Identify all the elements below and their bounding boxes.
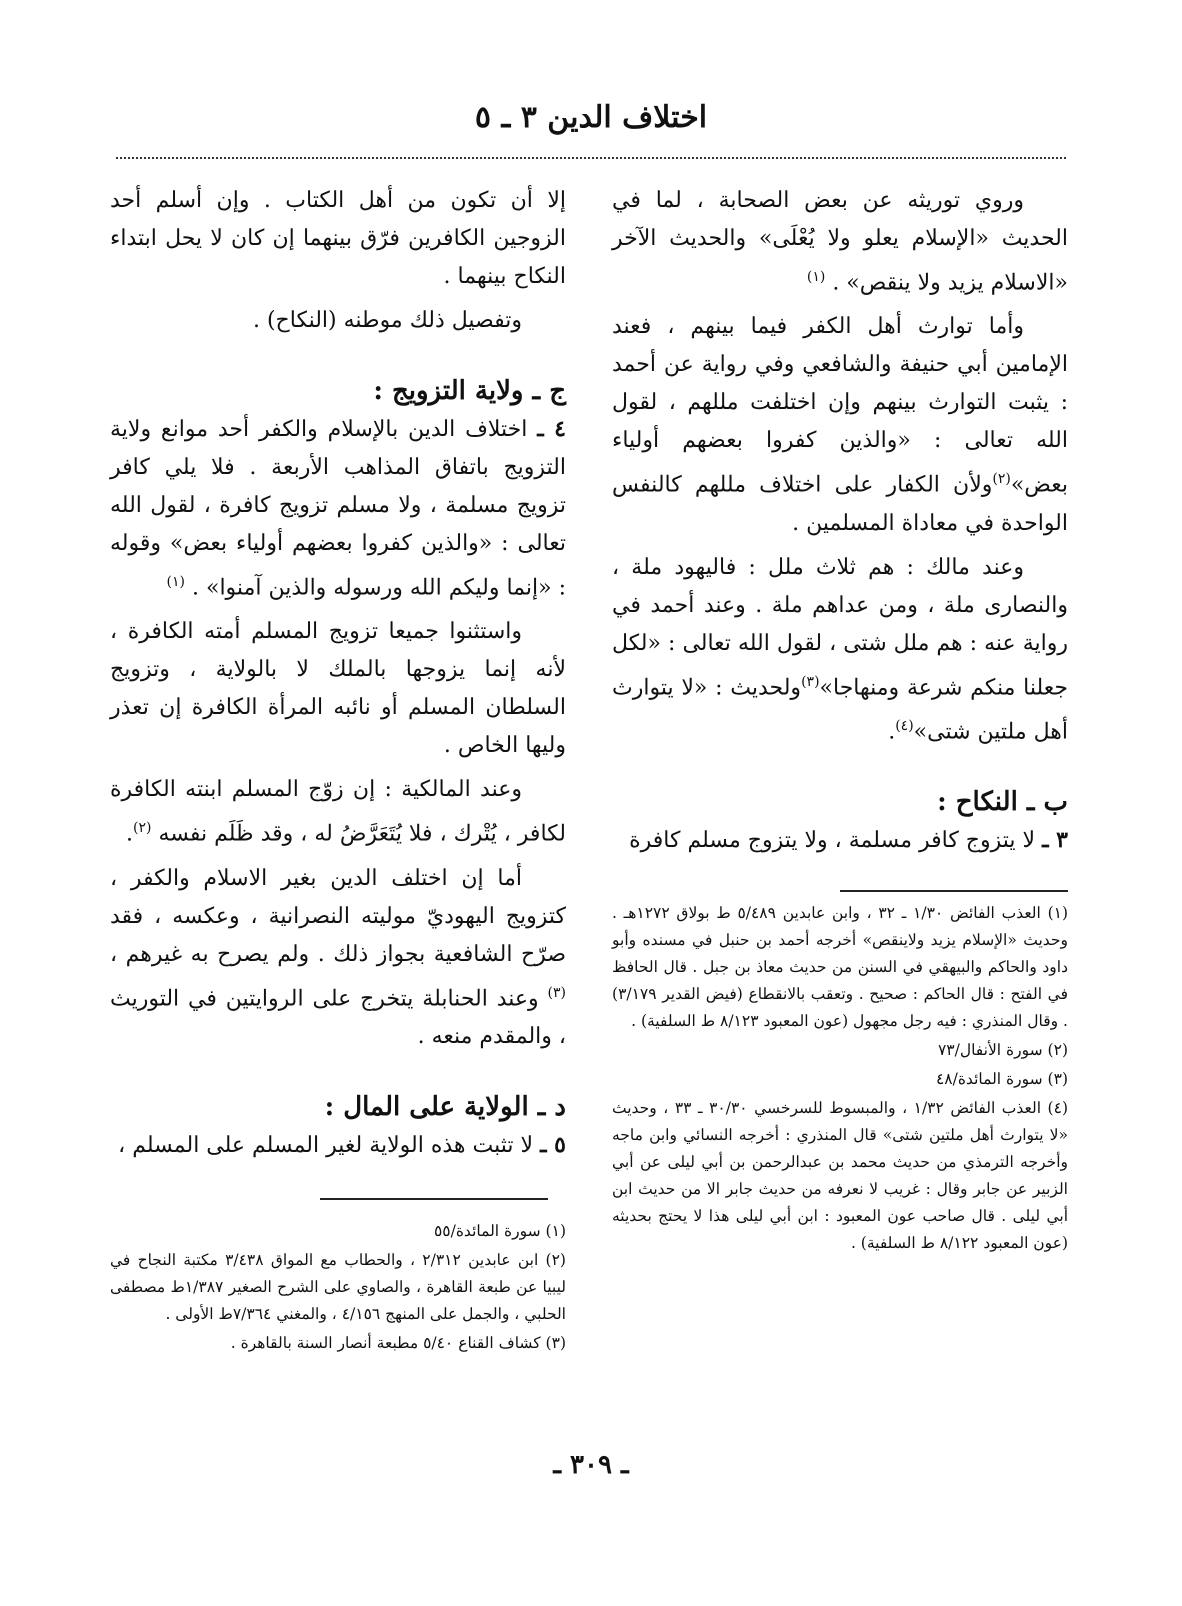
footnote-ref[interactable]: (٣) — [801, 673, 820, 690]
section-heading-marriage: ب ـ النكاح : — [937, 787, 1068, 818]
item-4-text: اختلاف الدين بالإسلام والكفر أحد موانع ولاية التزويج باتفاق المذاهب الأربعة . فلا يلي كافر تزويج مسلمة ، ولا مسلم تزويج كافرة ، لقول الله تعالى : «والذين كفروا بعضهم أولياء بعض» وقوله : «إنما وليكم الله ورسوله والذين آمنوا» . — [110, 417, 566, 601]
section-heading-property-guardianship: د ـ الولاية على المال : — [324, 1091, 566, 1122]
page-title: اختلاف الدين ٣ ـ ٥ — [474, 100, 708, 135]
left-p5-text-b: وعند الحنابلة يتخرج على الروايتين في التوريث ، والمقدم منعه . — [110, 985, 566, 1049]
header-divider — [116, 157, 1066, 159]
section-heading-marriage-guardianship: ج ـ ولاية التزويج : — [373, 376, 566, 406]
left-column — [110, 182, 566, 1171]
item-number: ٤ ـ — [537, 416, 566, 442]
footnotes-left — [110, 1218, 566, 1359]
item-number: ٣ ـ — [1042, 827, 1068, 854]
footnote-divider-right — [840, 890, 1068, 892]
left-paragraph-5 — [110, 860, 566, 1056]
left-paragraph-4 — [110, 771, 566, 853]
right-p3-text-c: . — [888, 719, 896, 745]
left-p4-text: وعند المالكية : إن زوّج المسلم ابنته الكافرة لكافر ، يُتْرك ، فلا يُتَعَرَّضُ له ، وقد ظَلَم نفسه — [110, 777, 566, 847]
footnote: (٤) العذب الفائض ١/٣٢ ، والمبسوط للسرخسي ٣٠/٣٠ ـ ٣٣ ، وحديث «لا يتوارث أهل ملتين شتى» قال المنذري : أخرجه النسائي وابن ماجه وأخرجه الترمذي من حديث محمد بن عبدالرحمن بن أبي ليلى عن أبي الزبير عن جابر وقال : غريب لا نعرفه من حديث جابر الا من حديث ابن أبي ليلى . قال صاحب عون المعبود : ابن أبي ليلى هذا لا يحتج بحديثه (عون المعبود ٨/١٢٢ ط السلفية) . — [612, 1099, 1068, 1252]
right-p2-text-a: وأما توارث أهل الكفر فيما بينهم ، فعند الإمامين أبي حنيفة والشافعي وفي رواية عن أحمد : يثبت التوارث بينهم وإن اختلفت مللهم ، لقول الله تعالى : «والذين كفروا بعضهم أولياء بعض» — [612, 314, 1068, 498]
footnote: (٣) كشاف القناع ٥/٤٠ مطبعة أنصار السنة بالقاهرة . — [230, 1334, 566, 1352]
right-p3-text-b: ولحديث : «لا يتوارث أهل ملتين شتى» — [612, 674, 1068, 745]
footnote-ref[interactable]: (٤) — [895, 717, 914, 734]
footnote-ref[interactable]: (١) — [806, 269, 826, 285]
footnote: (١) العذب الفائض ١/٣٠ ـ ٣٢ ، وابن عابدين ٥/٤٨٩ ط بولاق ١٢٧٢هـ . وحديث «الإسلام يزيد ولاينقص» أخرجه أحمد بن حنبل في مسنده وأبو داود والحاكم والبيهقي في السنن من حديث معاذ بن جبل . قال الحافظ في الفتح : قال الحاكم : صحيح . وتعقب بالانقطاع (فيض القدير ٣/١٧٩) . وقال المنذري : فيه رجل مجهول (عون المعبود ٨/١٢٣ ط السلفية) . — [612, 904, 1069, 1030]
item-3-text: لا يتزوج كافر مسلمة ، ولا يتزوج مسلم كافرة — [629, 828, 1036, 854]
left-p4-end: . — [126, 821, 133, 847]
footnote: (١) سورة المائدة/٥٥ — [433, 1222, 566, 1240]
footnote-ref[interactable]: (٣) — [547, 984, 566, 1001]
footnote-ref[interactable]: (٢) — [133, 820, 152, 837]
footnote-ref[interactable]: (٢) — [992, 471, 1011, 488]
right-p2-text-b: ولأن الكفار على اختلاف مللهم كالنفس الواحدة في معاداة المسلمين . — [612, 472, 1068, 536]
item-5-text: لا تثبت هذه الولاية لغير المسلم على المسلم ، — [118, 1132, 534, 1158]
footnotes-right — [612, 900, 1068, 1259]
item-number: ٥ ـ — [540, 1131, 566, 1158]
footnote: (٢) سورة الأنفال/٧٣ — [937, 1041, 1068, 1059]
left-paragraph-2: وتفصيل ذلك موطنه (النكاح) . — [252, 308, 522, 333]
item-5 — [110, 1126, 566, 1165]
page-number: ـ ٣٠٩ ـ — [553, 1450, 629, 1480]
footnote: (٣) سورة المائدة/٤٨ — [935, 1070, 1068, 1088]
left-p5-text-a: أما إن اختلف الدين بغير الاسلام والكفر ، كتزويج اليهوديّ موليته النصرانية ، وعكسه ، فقد صرّح الشافعية بجواز ذلك . ولم يصرح به غيرهم ، — [110, 865, 566, 967]
right-p1-text: وروي توريثه عن بعض الصحابة ، لما في الحديث «الإسلام يعلو ولا يُعْلَى» والحديث الآخر «الاسلام يزيد ولا ينقص» . — [612, 188, 1068, 296]
left-paragraph-3: واستثنوا جميعا تزويج المسلم أمته الكافرة ، لأنه إنما يزوجها بالملك لا بالولاية ، وتزويج السلطان المسلم أو نائبه المرأة الكافرة إن تعذر وليها الخاص . — [110, 619, 566, 759]
right-p3-text-a: وعند مالك : هم ثلاث ملل : فاليهود ملة ، والنصارى ملة ، ومن عداهم ملة . وعند أحمد في رواية عنه : هم ملل شتى ، لقول الله تعالى : «لكل جعلنا منكم شرعة ومنهاجا» — [612, 554, 1068, 700]
item-3 — [612, 821, 1068, 860]
right-paragraph-2 — [612, 308, 1068, 542]
item-4 — [110, 410, 566, 607]
footnote-divider-left — [320, 1198, 548, 1200]
left-paragraph-1: إلا أن تكون من أهل الكتاب . وإن أسلم أحد الزوجين الكافرين فرّق بينهما إن كان لا يحل ابتداء النكاح بينهما . — [110, 188, 566, 289]
right-paragraph-1 — [612, 182, 1068, 302]
footnote-ref[interactable]: (١) — [166, 574, 185, 590]
right-paragraph-3 — [612, 549, 1068, 752]
footnote: (٢) ابن عابدين ٢/٣١٢ ، والحطاب مع المواق ٣/٤٣٨ مكتبة النجاح في ليبيا عن طبعة القاهرة ، والصاوي على الشرح الصغير ١/٣٨٧ط مصطفى الحلبي ، والجمل على المنهج ٤/١٥٦ ، والمغني ٧/٣٦٤ط الأولى . — [110, 1251, 566, 1323]
right-column — [612, 182, 1068, 866]
